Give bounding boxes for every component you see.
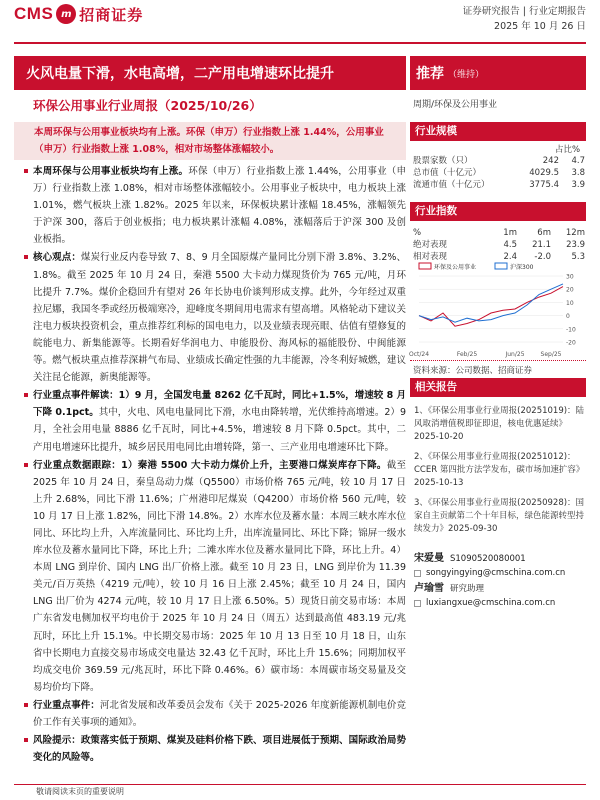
index-label: 相对表现 [413,252,448,262]
email-icon [414,570,421,577]
analyst-name: 宋爱曼 [414,553,444,564]
industry-index-header: 行业指数 [410,202,586,221]
bullet-lead: 行业重点数据跟踪：1）秦港 5500 大卡动力煤价上升，主要港口煤炭库存下降。 [33,459,387,471]
report-meta [463,4,586,34]
index-value: 23.9 [566,240,585,250]
y-tick-label: 10 [566,299,574,307]
industry-index-table [413,227,585,263]
scale-value: 4029.5 [529,168,559,178]
bullet-lead: 风险提示：政策落实低于预期、煤炭及硅料价格下跌、项目进展低于预期、国际政治局势变化的风险等。 [33,735,406,764]
report-topic: 周期/环保及公用事业 [413,100,498,110]
y-tick-label: 20 [566,286,574,294]
analyst-email-row [414,596,586,610]
index-value: -2.0 [534,252,551,262]
industry-scale-header: 行业规模 [410,122,586,141]
table-row [413,227,585,239]
y-tick-label: 0 [566,313,570,321]
logo-name: 招商证券 [79,5,144,24]
bullet-lead: 本周环保与公用事业板块均有上涨。 [33,166,189,177]
bullet-text: 环保（申万）行业指数上涨 1.44%，公用事业（申万）行业指数上涨 1.08%，相对市场整体涨幅较小。公用事业子板块中，电力板块上涨 1.01%，燃气板块上涨 1.82%。2025 年以来，环保板块累计涨幅 18.45%，涨幅领先于沪深 300，落后于创业板指；电力板块累计涨幅 4.08%，涨幅落后于沪深 300 及创业板指。 [33,166,406,246]
logo-cms: CMS [14,4,54,23]
index-value: 5.3 [571,252,585,262]
bullet-lead: 行业重点事件解读：1）9 月，全国发电量 8262 亿千瓦时，同比+1.5%，增速较 8 月下降 0.1pct。 [33,390,406,419]
header-divider [14,42,586,44]
bullet-list [24,163,406,767]
analyst-email[interactable]: songyingying@cmschina.com.cn [426,568,566,578]
report-subtitle: 环保公用事业行业周报（2025/10/26） [33,98,262,113]
performance-chart [408,260,585,358]
analyst-email[interactable]: luxiangxue@cmschina.com.cn [426,598,556,608]
bullet-item [24,457,406,696]
bullet-text: 其中，火电、风电电量同比下滑，水电由降转增，光伏维持高增速。2）9 月，全社会用电量 8886 亿千瓦时，同比+4.5%，增速较 8 月下降 0.5pct。其中，二产用电增速环比提升，城乡居民用电同比由增转降，第一、三产业用电增速环比下降。 [33,407,406,453]
scale-label: 总市值（十亿元） [413,168,482,178]
analyst-id: 研究助理 [450,584,485,594]
x-tick-label: Jun/25 [505,351,525,358]
y-tick-label: -10 [566,326,576,334]
index-header-label: % [413,228,422,238]
table-row [413,239,585,251]
scale-pct: 3.9 [571,180,585,190]
report-type: 证券研究报告 | 行业定期报告 [462,6,586,17]
footer-divider [14,784,586,785]
analyst-block [414,552,586,610]
bullet-text: 煤炭行业反内卷导致 7、8、9 月全国原煤产量同比分别下滑 3.8%、3.2%、1.8%。截至 2025 年 10 月 24 日，秦港 5500 大卡动力煤现货价为 765 元/吨，月环比提升 7.7%。煤价企稳回升有望对 26 年长协电价谈判形成支撑。此外，今年经过双重拉尼娜，我国冬季或经历极端寒冷，迎峰度冬期间用电需求有望高增。风格轮动下建议关注电力板块投资机会，重点推荐红利标的国电电力，以及业绩表现亮眼、估值有望修复的皖能电力、新集能源等。长期看好华润电力、申能股份、海风标的福能股份、中闽能源等。燃气板块重点推荐深耕气布局、业绩成长确定性强的九丰能源，冷冬利好城燃，建议关注昆仑能源，新奥能源等。 [33,252,406,384]
scale-value: 242 [542,156,559,166]
analyst-email-row [414,566,586,580]
industry-scale-table [413,155,585,191]
analyst-id: S1090520080001 [450,554,526,564]
source-divider [410,360,586,361]
chart-source: 资料来源：公司数据、招商证券 [413,366,533,376]
rating-badge [410,56,586,90]
report-date: 2025 年 10 月 26 日 [494,21,586,32]
index-header: 1m [503,228,517,238]
logo-emblem-icon: m [56,4,76,24]
footer-note: 敬请阅读末页的重要说明 [36,787,124,796]
index-header: 6m [537,228,551,238]
x-tick-label: Feb/25 [456,351,478,358]
rating-note: （维持） [448,69,485,80]
legend-swatch [419,263,431,269]
legend-swatch [495,263,507,269]
related-reports-list [414,405,586,543]
legend-label: 沪深300 [510,264,534,271]
related-report-item[interactable]: 1、《环保公用事业行业周报(20251019)：陆风取消增值税即征即退，核电优惠延续》2025-10-20 [414,406,585,442]
scale-label: 股票家数（只） [413,156,473,166]
series-line [419,287,563,327]
bullet-lead: 核心观点： [33,252,81,264]
scale-label: 流通市值（十亿元） [413,180,490,190]
bullet-item [24,249,406,386]
series-line [419,284,563,322]
analyst-row [414,552,586,566]
bullet-text: 截至 2025 年 10 月 24 日，秦皇岛动力煤（Q5500）市场价格 765 元/吨，较 10 月 17 日上升 2.68%，同比下滑 11.6%；广州港印尼煤炭（Q4200）市场价格 560 元/吨，较 10 月 17 日上涨 1.82%，同比下滑 14.8%。2）水库水位及蓄水量：本周三峡水库水位同比、环比均上升，入库流量同比、环比均上升，出库流量同比、环比下降；锦屏一级水库水位及蓄水量同比下降，环比上升；二滩水库水位及蓄水量同比下降，环比上升。4）本周 LNG 到岸价、国内 LNG 出厂价格上涨。截至 10 月 23 日，LNG 到岸价为 11.39 美元/百万英热（4219 元/吨），较 10 月 16 日上涨 2.45%；截至 10 月 24 日，国内 LNG 出厂价为 4274 元/吨，较 10 月 17 日上涨 6.50%。5）现货日前交易市场：本周广东省发电侧加权平均电价于 2025 年 10 月 24 日（周五）达到最高值 483.19 元/兆瓦时，环比上升 15.1%。中长期交易市场：2025 年 10 月 13 日至 10 月 18 日，山东省中长期电力直接交易市场成交电量达 32.43 亿千瓦时，环比上升 15.6%；同期加权平均成交电价 369.59 元/兆瓦时，环比下降 0.46%。6）碳市场：本周碳市场交易量及交易均价均下降。 [33,459,406,693]
rating-label: 推荐 [416,66,444,82]
analyst-row [414,582,586,596]
bullet-item [24,732,406,766]
index-header: 12m [565,228,585,238]
email-icon [414,600,421,607]
table-row [413,167,585,179]
summary-box: 本周环保与公用事业板块均有上涨。环保（申万）行业指数上涨 1.44%，公用事业（申万）行业指数上涨 1.08%，相对市场整体涨幅较小。 [14,122,406,160]
related-report-item[interactable]: 2、《环保公用事业行业周报(20251012)：CCER 第四批方法学发布，碳市场加速扩容》2025-10-13 [414,452,585,488]
index-value: 2.4 [503,252,517,262]
y-tick-label: 30 [566,273,574,281]
report-title: 火风电量下滑，水电高增，二产用电增速环比提升 [14,56,406,90]
scale-value: 3775.4 [529,180,559,190]
scale-unit: 占比% [555,145,581,155]
bullet-text: 河北省发展和改革委员会发布《关于 2025-2026 年度新能源机制电价竞价工作有关事项的通知》。 [33,699,406,728]
bullet-lead: 行业重点事件： [33,699,100,711]
x-tick-label: Sep/25 [540,351,562,358]
bullet-item [24,163,406,248]
related-report-item[interactable]: 3、《环保公用事业行业周报(20250928)：国家自主贡献第二个十年目标，绿色能源转型持续发力》2025-09-30 [414,498,585,534]
bullet-item [24,697,406,731]
index-value: 21.1 [532,240,551,250]
analyst-name: 卢瑜雪 [414,583,444,594]
legend-label: 环保及公用事业 [434,264,477,271]
brand-logo [14,2,143,26]
index-value: 4.5 [503,240,517,250]
x-tick-label: Oct/24 [408,351,430,358]
table-row [413,155,585,167]
bullet-item [24,387,406,455]
scale-pct: 3.8 [571,168,585,178]
index-label: 绝对表现 [413,240,448,250]
y-tick-label: -20 [566,339,576,347]
table-row [413,179,585,191]
scale-pct: 4.7 [571,156,585,166]
related-reports-header: 相关报告 [410,378,586,397]
